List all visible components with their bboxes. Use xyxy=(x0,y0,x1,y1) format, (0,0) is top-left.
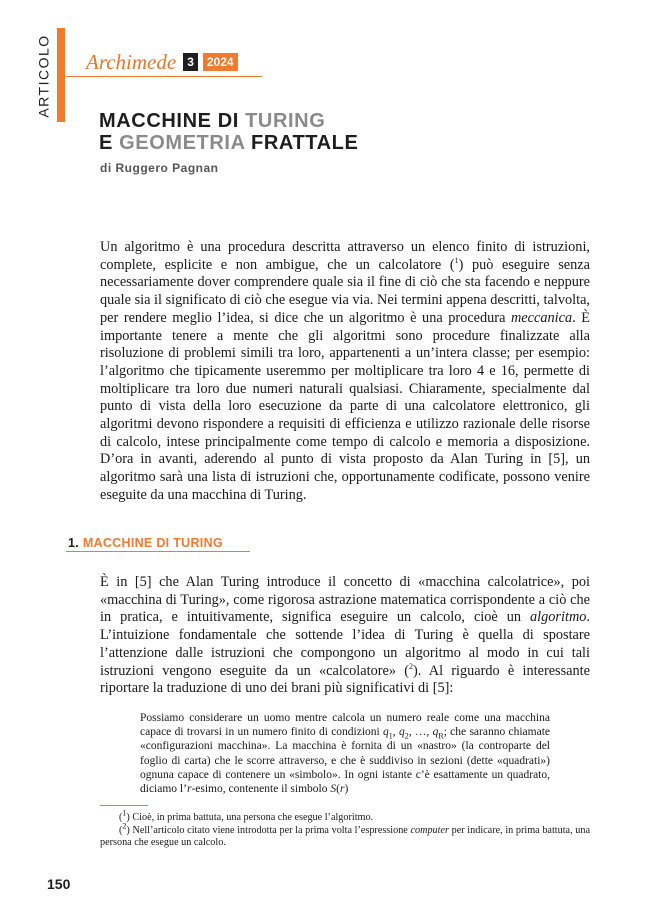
footnote-1: ($^1$) Cioè, in prima battuta, una persona che esegue l’algoritmo. xyxy=(119,808,374,823)
emphasis: algoritmo xyxy=(530,609,587,626)
year-badge: 2024 xyxy=(203,53,238,71)
text-run: -esimo, contenente il simbolo xyxy=(191,783,331,796)
title-part: E xyxy=(99,132,120,154)
section-title: MACCHINE DI TURING xyxy=(82,536,223,550)
footnote-mark: 1 xyxy=(122,808,127,818)
text-run: ( xyxy=(336,783,340,796)
text-run: ) xyxy=(344,783,349,796)
math-var: r xyxy=(339,783,345,796)
side-label-text: ARTICOLO xyxy=(36,34,52,118)
math-var: q xyxy=(432,726,439,739)
footnote-ref[interactable]: 2 xyxy=(408,661,413,671)
footnote-mark: 2 xyxy=(122,821,127,831)
footnote-rule xyxy=(100,805,148,806)
section-side-label xyxy=(34,28,54,124)
page-number: 150 xyxy=(47,876,71,892)
journal-name: Archimede xyxy=(86,49,177,74)
text-run: Un algoritmo è una procedura descritta attraverso un elenco finito di istruzioni, complete, esplicite e non ambigue, che un calcolatore ( xyxy=(100,239,590,273)
title-part: FRATTALE xyxy=(244,132,359,154)
title-line-2 xyxy=(99,132,559,154)
text-run: . È importante tenere a mente che gli algoritmi sono procedure finalizzate alla risoluzione di problemi simili tra loro, appartenenti a un’intera classe; per esempio: l’algoritmo che tipicamente useremmo per moltiplicare tra loro 4 e 16, permette di moltiplicare tra loro due numeri naturali qualsiasi. Chiaramente, specialmente dal punto di vista della loro esecuzione da parte di una calcolatore elettronico, gli algoritmi devono rispondere a requisiti di efficienza e utilizzo razionale delle risorse di calcolo, intese principalmente come tempo di calcolo e memoria a disposizione. D’ora in avanti, aderendo al punto di vista proposto da Alan Turing in [5], un algoritmo sarà una lista di istruzioni che, opportunamente codificate, possono venire eseguite da una macchina di Turing. xyxy=(100,309,590,503)
author-byline: di Ruggero Pagnan xyxy=(100,161,219,175)
section-heading xyxy=(68,536,223,550)
emphasis: meccanica xyxy=(510,309,573,326)
math-var: r xyxy=(186,783,192,796)
side-accent-bar xyxy=(57,28,65,122)
text-run: , …, xyxy=(408,726,433,739)
footnote-text: Cioè, in prima battuta, una persona che esegue l’algoritmo. xyxy=(132,812,374,823)
title-part-highlight: GEOMETRIA xyxy=(119,132,245,154)
section-rule xyxy=(66,551,250,552)
math-var: S xyxy=(330,783,337,796)
emphasis: computer xyxy=(410,824,449,836)
math-sub: R xyxy=(438,731,444,741)
text-run: , xyxy=(392,726,399,739)
math-var: q xyxy=(383,726,389,739)
intro-paragraph xyxy=(100,239,590,505)
text-run: È in [5] che Alan Turing introduce il concetto di «macchina calcolatrice», poi «macchina di Turing», come rigorosa astrazione matematica corrispondente a ciò che in pratica, e intuitivamente, significa eseguire un calcolo, cioè un xyxy=(100,574,590,626)
footnote-2: ($^2$) Nell’articolo citato viene introdotta per la prima volta l’espressione computer per indicare, in prima battuta, una persona che esegue un calcolo. xyxy=(100,821,590,848)
math-var: q xyxy=(398,726,405,739)
article-title xyxy=(99,110,559,154)
footnote-text: Nell’articolo citato viene introdotta per la prima volta l’espressione xyxy=(132,824,411,836)
issue-badge: 3 xyxy=(183,53,198,71)
block-quote xyxy=(140,711,550,796)
header-rule xyxy=(66,76,262,77)
footnote-ref[interactable]: 1 xyxy=(454,255,459,265)
title-line-1 xyxy=(99,110,559,132)
text-run: ). Al riguardo è interessante riportare la traduzione di uno dei brani più significativi di [5]: xyxy=(100,662,590,697)
section-paragraph xyxy=(100,574,590,698)
math-sub: 1 xyxy=(388,731,393,741)
title-part-highlight: TURING xyxy=(245,110,326,132)
text-run: Possiamo considerare un uomo mentre calcola un numero reale come una macchina capace di trovarsi in un numero finito di condizioni xyxy=(140,712,550,739)
footnote-text: per indicare, in prima battuta, una persona che esegue un calcolo. xyxy=(100,824,590,848)
text-run: ) può eseguire senza necessariamente dover comprendere quale sia il fine di ciò che sta facendo e neppure quale sia il significato di ciò che esegue via via. Nei termini appena descritti, talvolta, per rendere meglio l’idea, si dice che un algoritmo è una procedura xyxy=(100,256,590,326)
title-part: MACCHINE DI xyxy=(99,110,246,132)
journal-header xyxy=(86,50,238,74)
math-sub: 2 xyxy=(404,731,409,741)
text-run: ; che saranno chiamate «configurazioni macchina». La macchina è fornita di un «nastro» (la controparte del foglio di carta) che le scorre attraverso, e che è suddiviso in sezioni (dette «quadrati») ognuna capace di contenere un «simbolo». In ogni istante c’è esattamente un quadrato, diciamo l’ xyxy=(140,726,551,796)
section-number: 1. xyxy=(68,536,83,550)
text-run: . L’intuizione fondamentale che sottende l’idea di Turing è quella di spostare l’attenzione dalle istruzioni che compongono un algoritmo al modo in cui tali istruzioni vengono eseguite da un «calcolatore» ( xyxy=(100,609,590,679)
footnotes xyxy=(100,808,590,850)
